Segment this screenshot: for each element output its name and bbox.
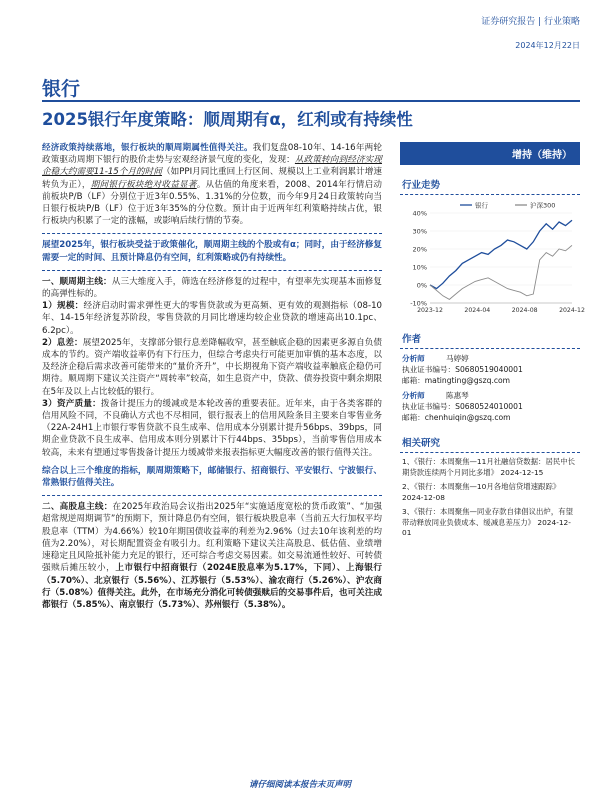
- x-tick-label: 2024-12: [559, 307, 585, 314]
- divider: [42, 233, 382, 234]
- series-line-csi300: [430, 245, 572, 299]
- x-tick-label: 2023-12: [417, 307, 443, 314]
- trend-chart: [400, 199, 585, 319]
- legend-label: 银行: [475, 201, 488, 210]
- section-1-conclusion: 综合以上三个维度的指标，顺周期策略下，邮储银行、招商银行、平安银行、宁波银行、常熟银行值得关注。: [42, 465, 382, 489]
- y-tick-label: 40%: [412, 209, 427, 218]
- trend-chart-svg: [400, 199, 585, 319]
- analyst-1: 分析师 马婷婷 执业证书编号：S0680519040001 邮箱：matingting@gszq.com: [402, 354, 523, 385]
- trend-heading: 行业走势: [400, 173, 580, 195]
- main-body: [42, 142, 382, 767]
- report-link[interactable]: 2、《银行：本周聚焦—10月各地信贷增速跟踪》 2024-12-08: [402, 482, 561, 502]
- analyst-heading: 作者: [400, 327, 580, 349]
- series-line-bank: [430, 220, 572, 288]
- section-2: 二、高股息主线：在2025年政治局会议指出2025年“实施适度宽松的货币政策”、“加强超常规逆周期调节”的预期下，预计降息仍有空间，银行板块股息率（当前五大行加权平均股息率（TTM）为4.66%）较10年期国债收益率的利差为2.96%（过去10年该利差的均值为2.20%），对长期配置资金有吸引力。红利策略下建议关注高股息、低估值、业绩增速稳定且风险抵补能力充足的银行，还可综合考虑交易因素。如交易流通性较好、可转债强赎后摊压较小，上市银行中招商银行（2024E股息率为5.17%，下同）、上海银行（5.70%）、北京银行（5.56%）、江苏银行（5.53%）、渝农商行（5.26%）、沪农商行（5.08%）值得关注。此外，在市场充分消化可转债强赎后的交易事件后，也可关注成都银行（5.85%）、南京银行（5.73%）、苏州银行（5.38%）。: [42, 502, 382, 610]
- report-link[interactable]: 3、《银行：本周聚焦—同业存款自律倡议出炉，有望带动释放同业负债成本、缓减息差压力》 2024-12-01: [402, 507, 573, 537]
- analyst-1-email[interactable]: matingting@gszq.com: [424, 376, 511, 385]
- section-1: 一、顺周期主线：从三大维度入手，筛选在经济修复的过程中，有望率先实现基本面修复的高弹性标的。 1）规模：经济启动时需求弹性更大的零售贷款或为更高频、更有效的观测指标（08-10年、14-15年经济复苏阶段，零售贷款的月同比增速均较企业贷款的增速高出10.1pc、6.2pc）。 2）息差：展望2025年，支撑部分银行息差降幅收窄，甚至触底企稳的因素更多源自负债成本的节约。资产端收益率仍有下行压力，但综合考虑央行可能更加审慎的基本态度，以及经济企稳后需求改善可能带来的“量价齐升”，中长期视角下资产端收益率触底企稳仍可期待。顺周期下建议关注资产“周转率”较高，如生息资产中，贷款、债券投资中剩余期限在5年及以上占比较低的银行。 3）资产质量：拨备计提压力的缓减或是本轮改善的重要表征。近年来，由于各类客群的信用风险不同，不良确认方式也不尽相同，银行报表上的信用风险条目主要来自零售业务（22A-24H1上市银行零售贷款不良生成率、信用成本分别累计提升56bps、39bps，同期企业贷款不良生成率、信用成本则分别累计下行44bps、35bps），当前零售信用成本较高，未来有望通过零售拨备计提压力缓减带来报表指标更大幅度改善的银行值得关注。: [42, 276, 382, 458]
- sidebar: [400, 142, 585, 543]
- sector-title: 银行: [42, 78, 81, 100]
- y-tick-label: 20%: [412, 245, 427, 254]
- y-tick-label: 30%: [412, 227, 427, 236]
- reports-heading: 相关研究: [400, 431, 580, 453]
- x-tick-label: 2024-04: [464, 307, 491, 314]
- outlook-paragraph: 展望2025年，银行板块受益于政策催化，顺周期主线的个股或有α；同时，由于经济修复需要一定的时间、且预计降息仍有空间，红利策略或仍有持续性。: [42, 240, 382, 263]
- title-rule: [42, 100, 580, 102]
- analyst-2: 分析师 陈惠琴 执业证书编号：S0680524010001 邮箱：chenhuiqin@gszq.com: [402, 391, 523, 422]
- related-reports: [400, 453, 580, 539]
- report-link[interactable]: 1、《银行：本周聚焦—11月社融信贷数据：居民中长期贷款连续两个月同比多增》 2024-12-15: [402, 457, 576, 477]
- y-tick-label: -10%: [410, 299, 427, 308]
- rating-badge: 增持（维持）: [400, 142, 580, 165]
- legend-label: 沪深300: [530, 201, 556, 210]
- footer-disclaimer: 请仔细阅读本报告末页声明: [248, 780, 351, 790]
- divider: [42, 270, 382, 271]
- divider: [42, 495, 382, 496]
- intro-paragraph: 经济政策持续落地，银行板块的顺周期属性值得关注。我们复盘08-10年、14-16年两轮政策驱动周期下银行的股价走势与宏观经济景气度的变化，发现：从政策转向到经济实现企稳大约需要11-15个月的时间（如PPI月同比重回上行区间、规模以上工业利润累计增速转负为正），期间银行板块绝对收益显著。从估值的角度来看，2008、2014年行情启动前板块P/B（LF）分别位于近3年0.55%、1.31%的分位数，而今年9月24日政策转向当日银行板块P/B（LF）位于近3年35%的分位数。预计由于近两年红利策略持续占优，银行板块内积累了一定的涨幅，或影响后续行情的节奏。: [42, 143, 382, 227]
- report-date: 2024年12月22日: [515, 41, 580, 50]
- report-category: 证券研究报告 | 行业策略: [481, 17, 580, 27]
- y-tick-label: 0%: [416, 281, 427, 290]
- y-tick-label: 10%: [412, 263, 427, 272]
- x-tick-label: 2024-08: [511, 307, 538, 314]
- report-title: 2025银行年度策略：顺周期有α，红利或有持续性: [42, 110, 413, 129]
- analyst-2-email[interactable]: chenhuiqin@gszq.com: [424, 413, 511, 422]
